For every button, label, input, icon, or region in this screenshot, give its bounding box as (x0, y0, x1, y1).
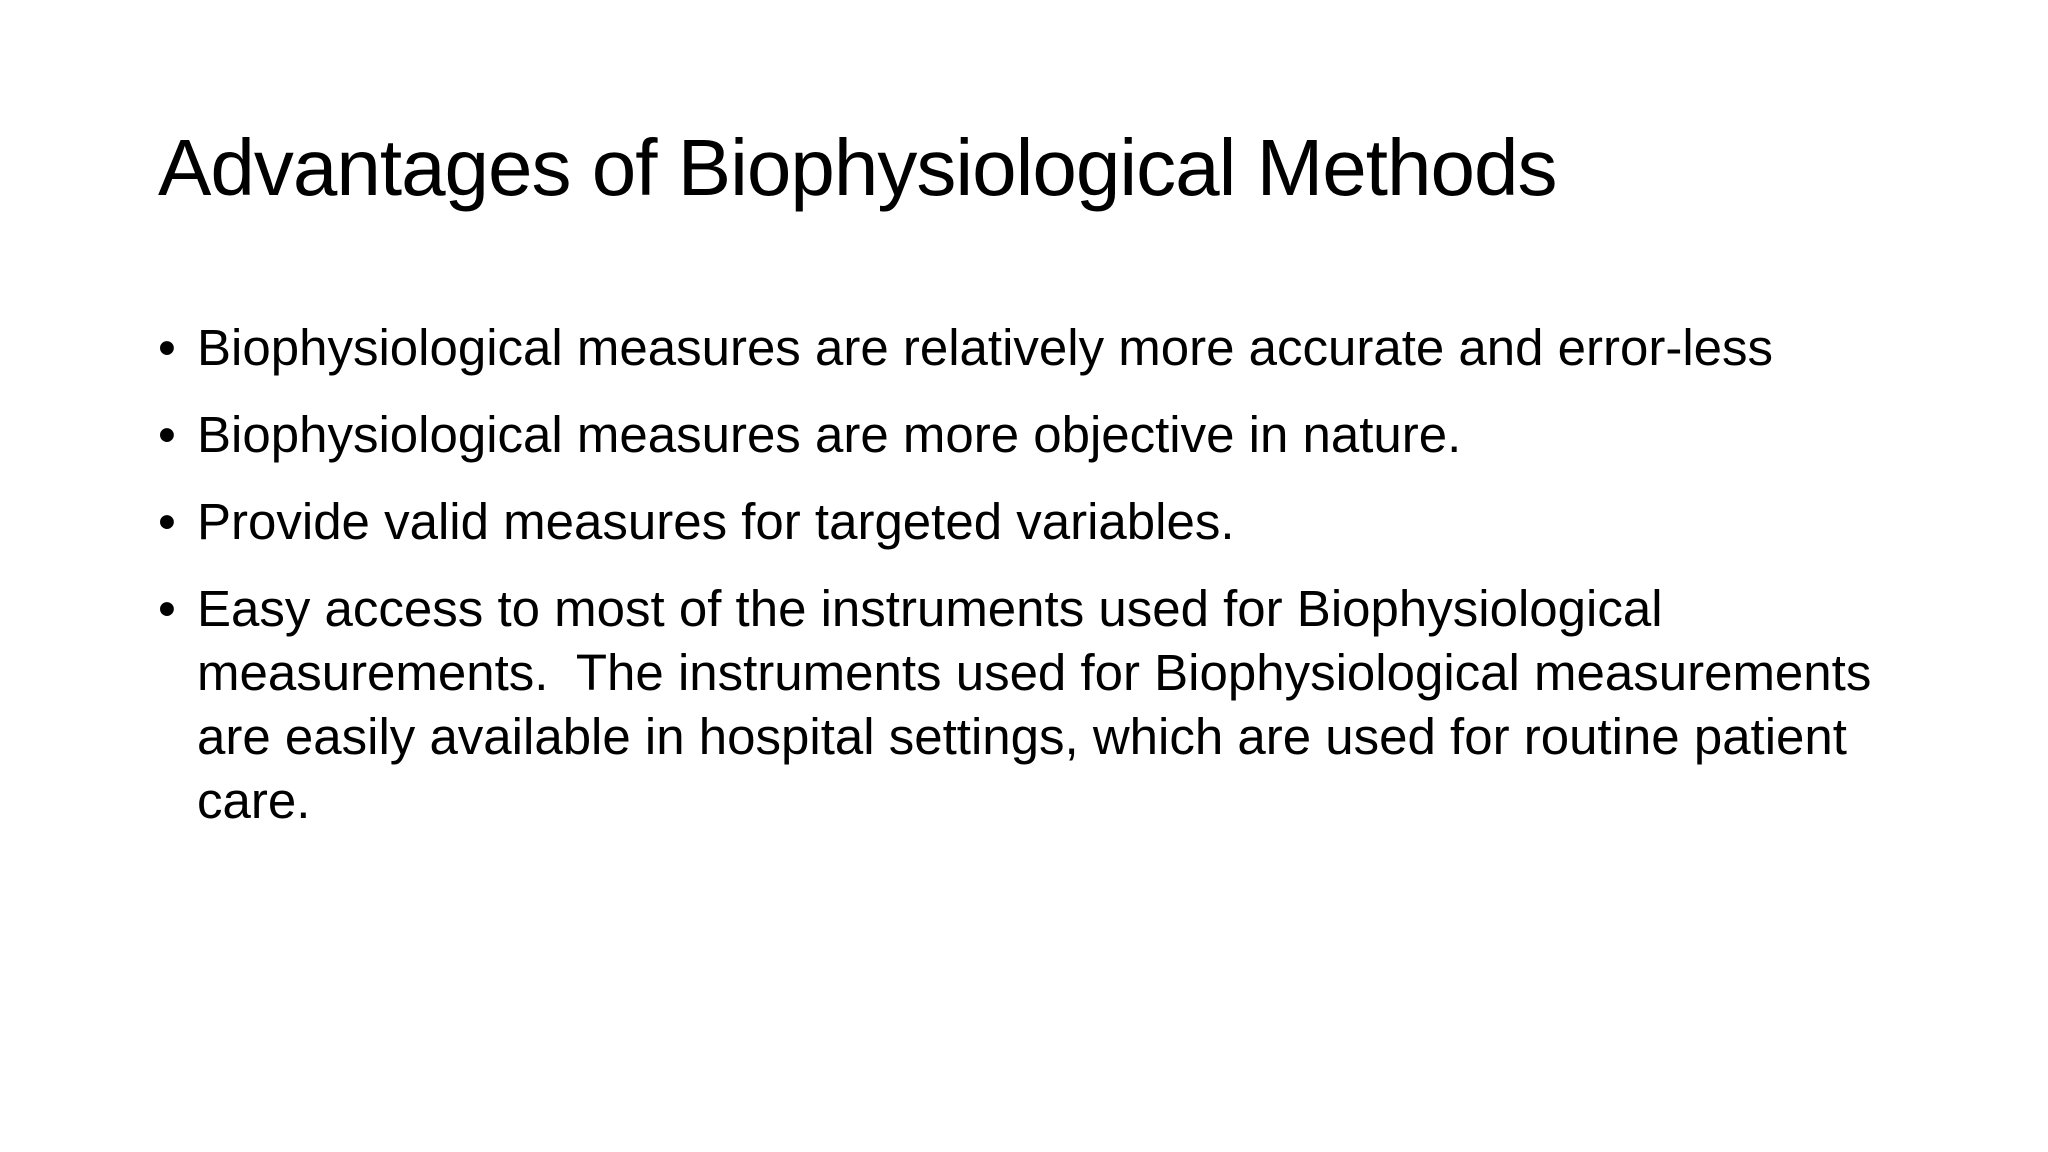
bullet-text: Easy access to most of the instruments used for Biophysiological measurements. The instruments used for Biophysiological measurements are easily available in hospital settings, which are used for routine patient care. (197, 580, 1886, 829)
bullet-list (158, 316, 1918, 856)
bullet-text: Biophysiological measures are more objective in nature. (197, 406, 1462, 463)
bullet-item (158, 577, 1918, 833)
bullet-icon: • (158, 319, 176, 376)
bullet-item (158, 316, 1918, 380)
slide-title: Advantages of Biophysiological Methods (158, 123, 1557, 212)
bullet-icon: • (158, 493, 176, 550)
bullet-item (158, 490, 1918, 554)
bullet-item (158, 403, 1918, 467)
bullet-icon: • (158, 406, 176, 463)
bullet-text: Provide valid measures for targeted variables. (197, 493, 1235, 550)
bullet-icon: • (158, 580, 176, 637)
bullet-text: Biophysiological measures are relatively more accurate and error-less (197, 319, 1774, 376)
